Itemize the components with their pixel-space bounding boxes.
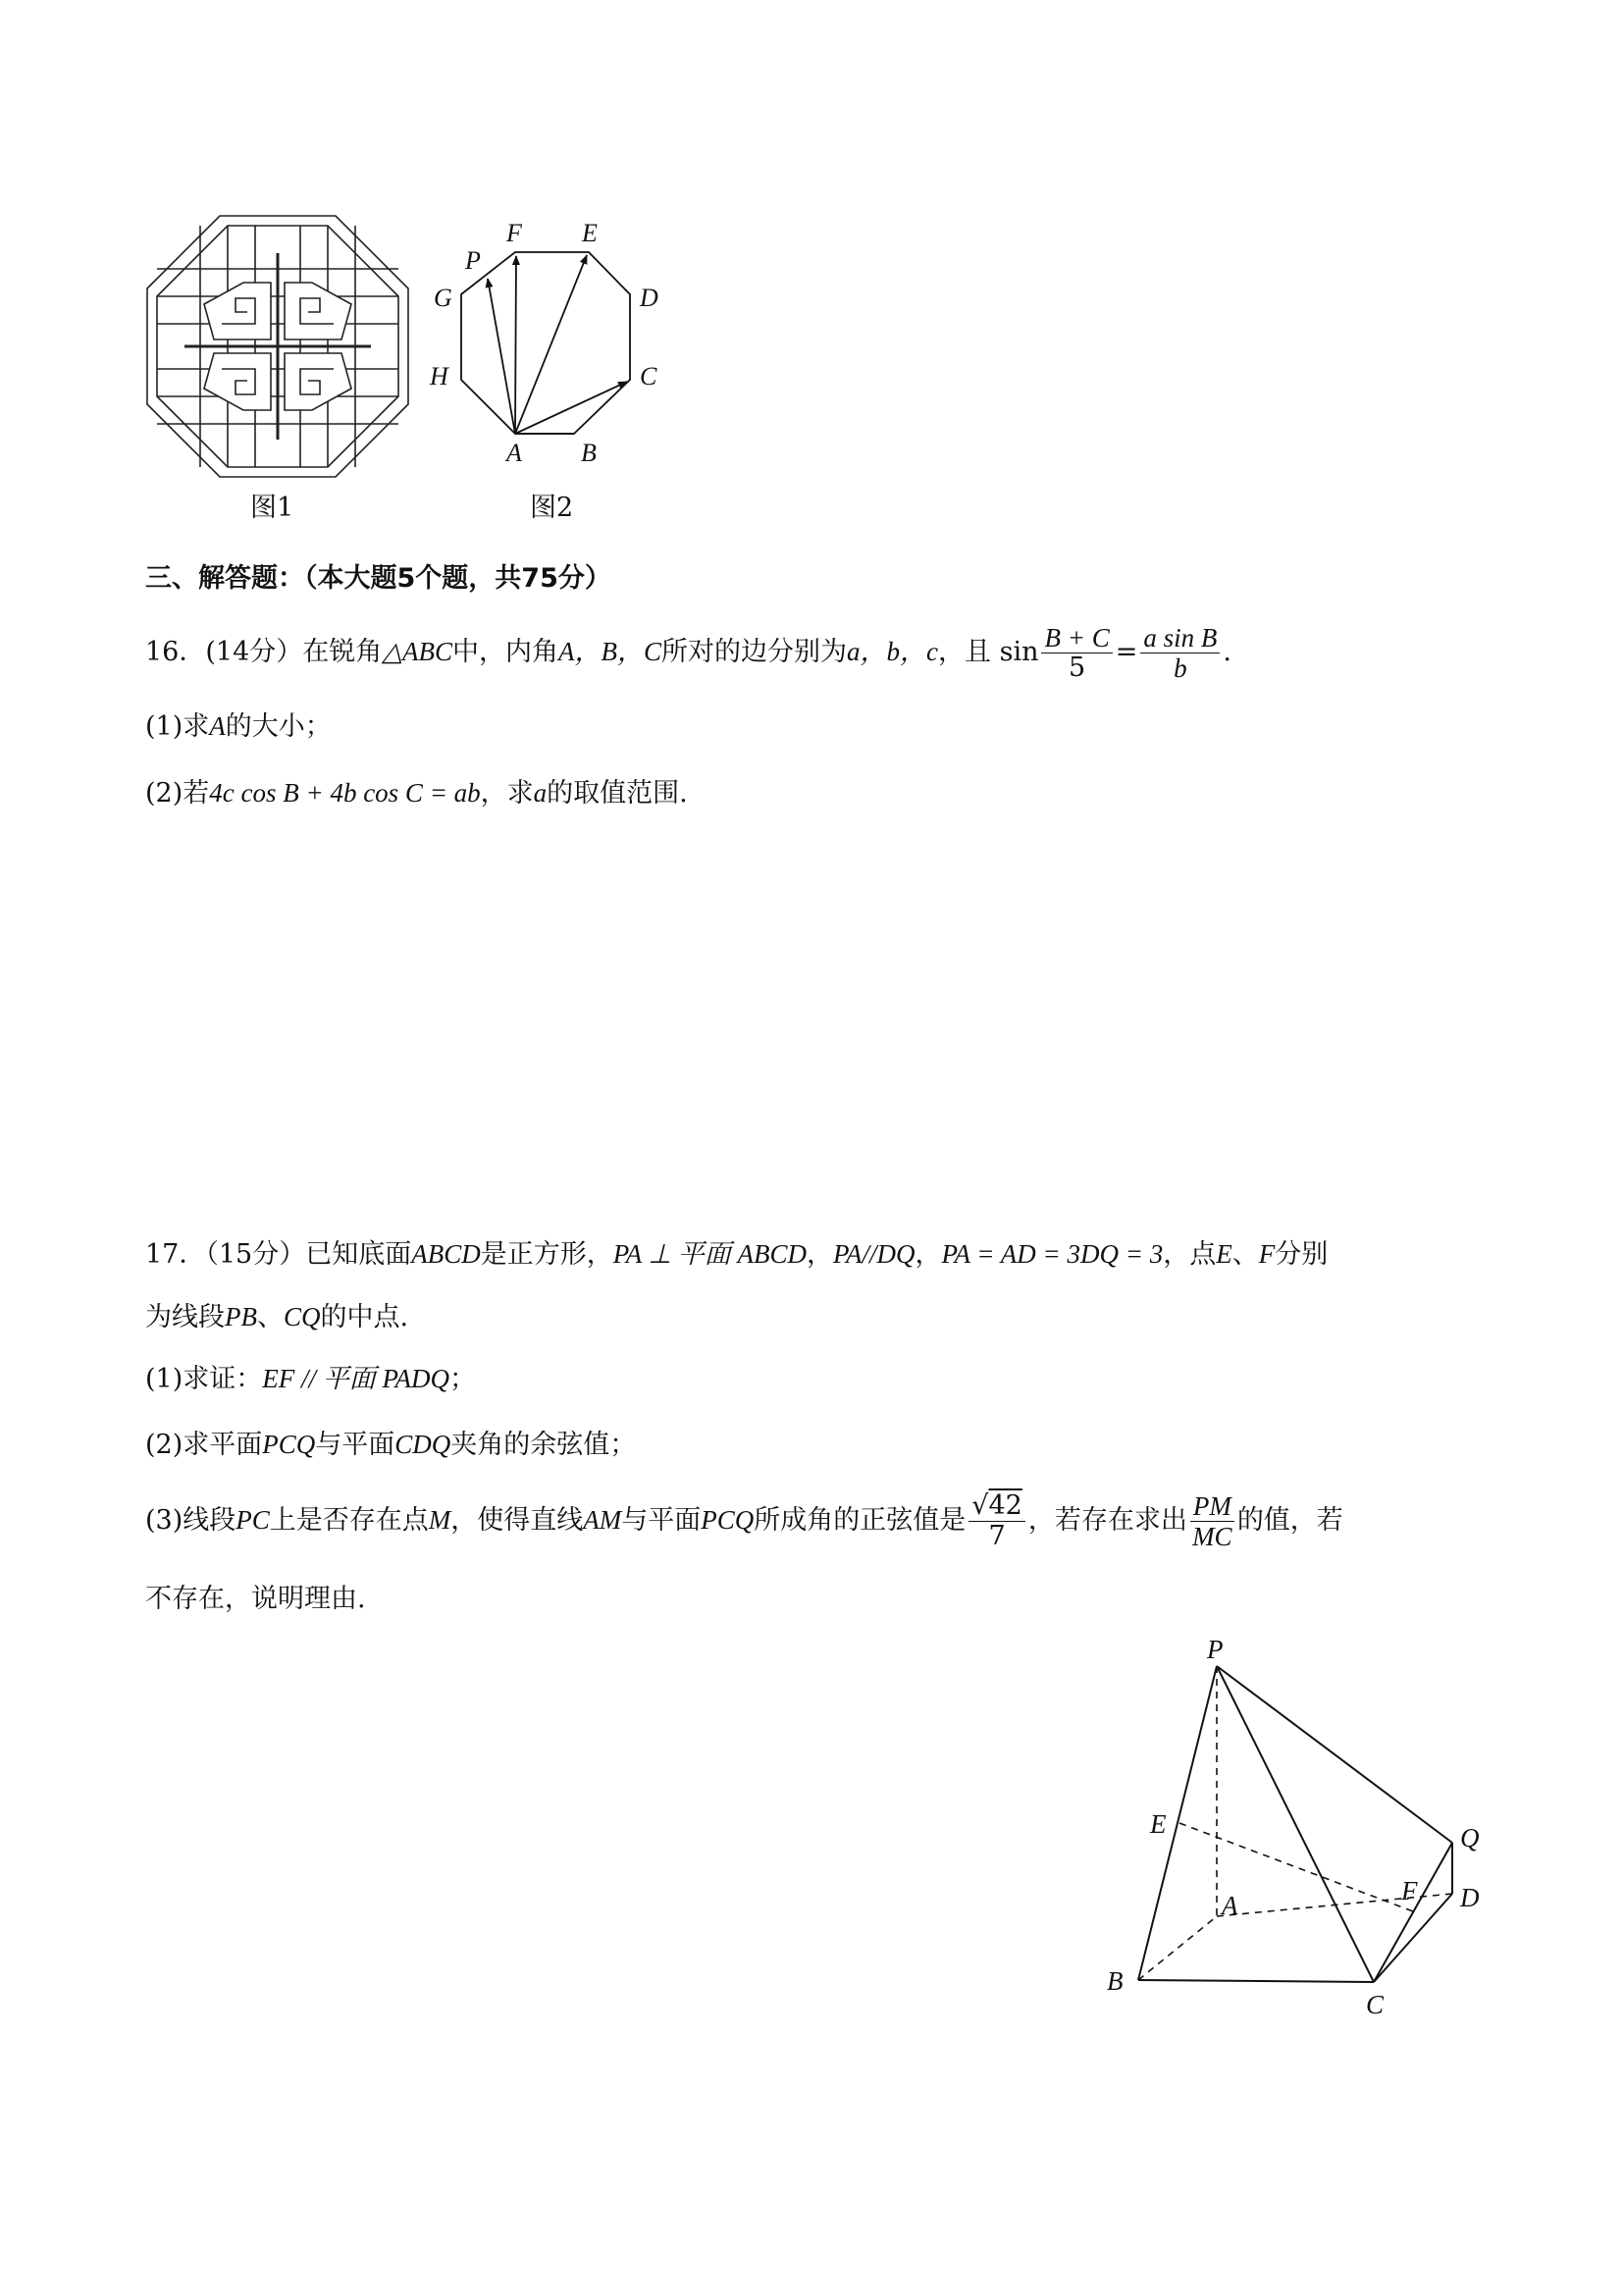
pyramid-label-p: P bbox=[1207, 1637, 1224, 1664]
q16-fraction-asinb-over-b: $\frac{\text{a sin B}}{b}$ bbox=[1140, 623, 1220, 683]
q16-header: 16．(14分）在锐角△ABC中，内角A，B，C所对的边分别为a，b，c，且 sin $\frac{B + C}{5}$ = $\frac{\text{a sin B}}{b}$ . bbox=[145, 623, 1231, 683]
q17-line1: 17．（15分）已知底面ABCD是正方形，PA ⊥ 平面 ABCD，PA//DQ，PA = AD = 3DQ = 3，点E、F分别 bbox=[145, 1239, 1329, 1270]
octagon-label-f: F bbox=[506, 219, 522, 247]
q17-part2: (2)求平面PCQ与平面CDQ夹角的余弦值； bbox=[145, 1430, 637, 1460]
figure-2-caption: 图2 bbox=[530, 493, 574, 523]
q17-fraction-sqrt42-over-7: $\frac{√42}{7}$ bbox=[969, 1491, 1025, 1551]
octagon-label-a: A bbox=[506, 439, 522, 467]
figure-1-octagon-pattern bbox=[145, 214, 410, 479]
section-title: 三、解答题：（本大题5个题，共75分） bbox=[145, 563, 611, 594]
q16-part2: (2)若4c cos B + 4b cos C = ab，求a的取值范围. bbox=[145, 778, 688, 809]
octagon-label-p: P bbox=[465, 246, 481, 275]
q16-fraction-b-plus-c: $\frac{B + C}{5}$ bbox=[1041, 623, 1112, 683]
q17-part1: (1)求证：EF // 平面 PADQ； bbox=[145, 1364, 476, 1394]
pyramid-label-f: F bbox=[1401, 1876, 1418, 1905]
pyramid-label-q: Q bbox=[1460, 1823, 1480, 1852]
octagon-label-h: H bbox=[430, 362, 448, 391]
figure-1-caption: 图1 bbox=[250, 493, 294, 523]
octagon-label-b: B bbox=[581, 439, 597, 467]
figure-q17-pyramid bbox=[1089, 1637, 1511, 2029]
pyramid-label-d: D bbox=[1460, 1883, 1480, 1912]
q17-line2: 为线段PB、CQ的中点. bbox=[145, 1302, 409, 1332]
q17-part3: (3)线段PC上是否存在点M，使得直线AM与平面PCQ所成角的正弦值是 $\frac{√42}{7}$ ，若存在求出 $\frac{PM}{MC}$ 的值，若 bbox=[145, 1490, 1343, 1551]
pyramid-label-c: C bbox=[1366, 1990, 1385, 2019]
q17-part3-cont: 不存在，说明理由. bbox=[145, 1584, 366, 1614]
pyramid-label-b: B bbox=[1107, 1966, 1124, 1996]
pyramid-label-a: A bbox=[1222, 1891, 1238, 1920]
pyramid-label-e: E bbox=[1150, 1809, 1167, 1839]
q17-fraction-pm-over-mc: $\frac{PM}{MC}$ bbox=[1190, 1491, 1234, 1551]
octagon-label-e: E bbox=[582, 219, 598, 247]
octagon-label-c: C bbox=[640, 362, 657, 391]
octagon-label-g: G bbox=[434, 284, 452, 312]
octagon-label-d: D bbox=[640, 284, 658, 312]
q16-part1: (1)求A的大小； bbox=[145, 711, 332, 742]
figure-2-octagon-vectors bbox=[412, 208, 697, 473]
